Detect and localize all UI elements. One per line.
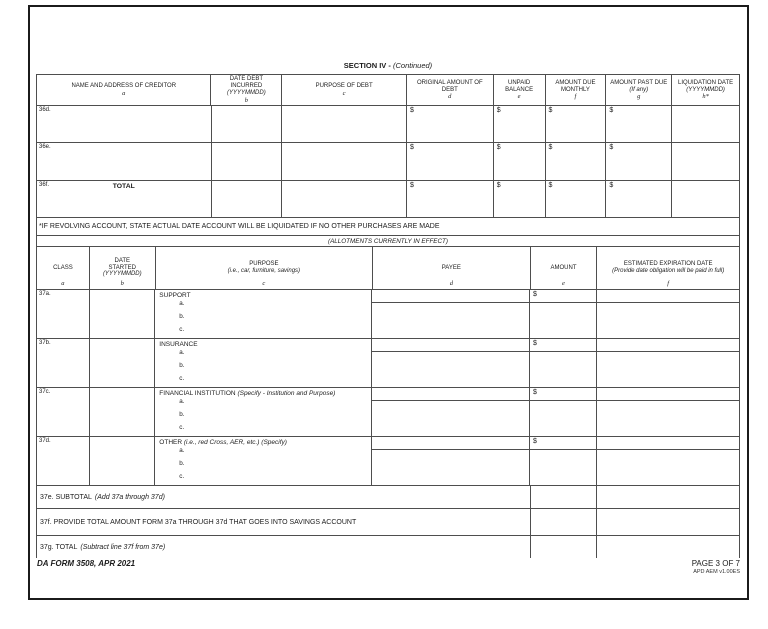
- date-debt-incurred-field[interactable]: [212, 143, 283, 180]
- col-letter: b: [244, 96, 248, 104]
- payee-field[interactable]: [372, 388, 530, 400]
- total-label: [37, 536, 531, 558]
- amount-due-monthly-field[interactable]: [546, 106, 607, 142]
- expiration-date-field[interactable]: [597, 303, 739, 338]
- col-title: CLASS: [53, 264, 73, 271]
- dollar-sign: $: [533, 389, 537, 396]
- purpose-item-a[interactable]: a.: [179, 349, 185, 356]
- payee-field[interactable]: [372, 290, 530, 302]
- col-letter: d: [449, 280, 453, 287]
- creditors-table: [36, 74, 740, 218]
- payee-field[interactable]: [372, 339, 530, 351]
- revolving-account-footnote: [36, 218, 740, 236]
- creditor-name-field[interactable]: [37, 143, 212, 180]
- col-title: DATE DEBT INCURRED: [229, 76, 263, 90]
- subtotal-label-text: 37e. SUBTOTAL: [40, 493, 92, 501]
- total-label-cell: [37, 181, 212, 217]
- col-header-payee: [373, 247, 531, 289]
- savings-total-label: [37, 509, 531, 535]
- col-note: (YYYYMMDD): [102, 271, 142, 278]
- col-title: AMOUNT: [550, 264, 577, 271]
- col-header-original-amount: [407, 75, 494, 105]
- col-title: ORIGINAL AMOUNT OF DEBT: [416, 79, 483, 93]
- col-letter: f: [667, 280, 670, 287]
- subtotal-label: [37, 486, 531, 508]
- purpose-item-b[interactable]: b.: [179, 411, 185, 418]
- savings-total-expiration-field[interactable]: [597, 509, 739, 535]
- dollar-sign: $: [609, 107, 614, 114]
- amount-field[interactable]: [530, 437, 597, 449]
- creditors-header-row: [36, 74, 740, 106]
- dollar-sign: $: [409, 144, 414, 151]
- col-header-date-started: [90, 247, 156, 289]
- col-title: DATE STARTED: [108, 257, 136, 271]
- col-title: ESTIMATED EXPIRATION DATE: [623, 261, 713, 268]
- amount-past-due-field[interactable]: [606, 106, 672, 142]
- allotment-subrow: [372, 388, 739, 401]
- allotment-subrow: [372, 303, 739, 338]
- purpose-heading-text: FINANCIAL INSTITUTION: [159, 390, 236, 397]
- col-note: (YYYYMMDD): [227, 89, 266, 96]
- allotment-subrow: [372, 450, 739, 485]
- total-label-text: 37g. TOTAL: [40, 543, 78, 551]
- amount-due-monthly-field[interactable]: [546, 143, 607, 180]
- payee-field[interactable]: [372, 437, 530, 449]
- col-letter: a: [61, 280, 65, 287]
- expiration-date-field[interactable]: [597, 290, 739, 302]
- section-title-text: SECTION IV -: [343, 61, 391, 70]
- dollar-sign: $: [409, 107, 414, 114]
- page-number: PAGE 3 OF 7: [691, 559, 740, 568]
- apd-version: APD AEM v1.00ES: [693, 569, 740, 575]
- unpaid-balance-field[interactable]: [494, 143, 546, 180]
- purpose-heading: [159, 390, 371, 398]
- expiration-date-field[interactable]: [597, 339, 739, 351]
- purpose-of-debt-field[interactable]: [282, 143, 407, 180]
- allotments-caption-row: [36, 236, 740, 247]
- col-note: (If any): [629, 86, 649, 93]
- total-amount-field[interactable]: [531, 536, 598, 558]
- savings-total-row-37f: [36, 509, 740, 536]
- col-letter: h*: [702, 93, 709, 101]
- date-started-field[interactable]: [90, 339, 156, 387]
- payee-amount-expiration-area: [372, 437, 739, 485]
- col-letter: c: [342, 89, 346, 97]
- col-header-amount: [531, 247, 598, 289]
- section-title: [36, 61, 740, 70]
- form-id: DA FORM 3508, APR 2021: [37, 559, 136, 568]
- col-letter: e: [562, 280, 565, 287]
- purpose-heading: [159, 341, 371, 349]
- allotment-subrow: [372, 290, 739, 303]
- purpose-heading: [159, 292, 371, 300]
- class-field[interactable]: [37, 290, 90, 338]
- page-footer-right: [692, 560, 740, 576]
- amount-field[interactable]: [530, 303, 597, 338]
- total-row-37g: [36, 536, 740, 558]
- row-id: 37c.: [39, 389, 51, 395]
- total-expiration-field[interactable]: [597, 536, 739, 558]
- col-header-amount-past-due: [606, 75, 672, 105]
- allotment-subrow: [372, 352, 739, 387]
- purpose-heading-note: (i.e., red Cross, AER, etc.) (Specify): [183, 439, 287, 446]
- liquidation-date-field[interactable]: [672, 143, 739, 180]
- liquidation-date-field[interactable]: [672, 181, 739, 217]
- amount-past-due-total-field[interactable]: [606, 181, 672, 217]
- purpose-cell: [155, 388, 372, 436]
- dollar-sign: $: [548, 182, 553, 189]
- amount-field[interactable]: [530, 388, 597, 400]
- purpose-item-b[interactable]: b.: [179, 313, 185, 320]
- liquidation-date-field[interactable]: [672, 106, 739, 142]
- savings-total-amount-field[interactable]: [531, 509, 598, 535]
- payee-amount-expiration-area: [372, 339, 739, 387]
- row-id: 37d.: [39, 438, 51, 444]
- class-field[interactable]: [37, 388, 90, 436]
- col-header-estimated-expiration: [597, 247, 739, 289]
- col-title: PURPOSE OF DEBT: [315, 83, 373, 90]
- allotment-subrow: [372, 401, 739, 436]
- unpaid-balance-total-field[interactable]: [494, 181, 546, 217]
- class-field[interactable]: [37, 437, 90, 485]
- col-title: AMOUNT PAST DUE: [610, 79, 668, 86]
- col-header-unpaid-balance: [494, 75, 546, 105]
- dollar-sign: $: [609, 144, 614, 151]
- dollar-sign: $: [548, 144, 553, 151]
- col-header-date-debt-incurred: [211, 75, 282, 105]
- creditor-row-36d: [36, 106, 740, 143]
- purpose-heading-text: INSURANCE: [159, 341, 198, 348]
- col-header-class: [37, 247, 90, 289]
- purpose-heading-text: SUPPORT: [159, 292, 191, 299]
- dollar-sign: $: [533, 438, 537, 445]
- section-title-continued: (Continued): [392, 61, 433, 70]
- purpose-heading-note: (Specify - Institution and Purpose): [237, 390, 336, 397]
- col-letter: b: [120, 280, 124, 287]
- amount-field[interactable]: [530, 352, 597, 387]
- expiration-date-field[interactable]: [597, 450, 739, 485]
- class-field[interactable]: [37, 339, 90, 387]
- payee-field[interactable]: [372, 352, 530, 387]
- purpose-item-a[interactable]: a.: [179, 447, 185, 454]
- purpose-cell: [155, 339, 372, 387]
- purpose-item-a[interactable]: a.: [179, 398, 185, 405]
- purpose-item-b[interactable]: b.: [179, 362, 185, 369]
- subtotal-amount-field[interactable]: [531, 486, 598, 508]
- purpose-cell: [155, 290, 372, 338]
- purpose-item-c[interactable]: c.: [179, 326, 185, 333]
- amount-field[interactable]: [530, 401, 597, 436]
- col-title: AMOUNT DUE MONTHLY: [555, 79, 596, 93]
- allotments-section: [36, 218, 740, 558]
- expiration-date-field[interactable]: [597, 388, 739, 400]
- col-letter: d: [448, 93, 452, 101]
- col-letter: e: [517, 93, 521, 101]
- total-label-note: (Subtract line 37f from 37e): [80, 543, 166, 551]
- allotments-header-row: [36, 247, 740, 290]
- original-amount-field[interactable]: [407, 106, 494, 142]
- col-title: PURPOSE: [249, 261, 279, 268]
- col-title: NAME AND ADDRESS OF CREDITOR: [71, 83, 177, 90]
- col-title: PAYEE: [441, 264, 461, 271]
- payee-amount-expiration-area: [372, 290, 739, 338]
- original-amount-total-field[interactable]: [407, 181, 494, 217]
- unpaid-balance-field[interactable]: [494, 106, 546, 142]
- col-title: LIQUIDATION DATE: [678, 79, 734, 86]
- creditor-row-36e: [36, 143, 740, 181]
- col-header-amount-due-monthly: [546, 75, 607, 105]
- date-debt-incurred-field[interactable]: [212, 181, 283, 217]
- footnote-text: *IF REVOLVING ACCOUNT, STATE ACTUAL DATE ACCOUNT WILL BE LIQUIDATED IF NO OTHER PURCHASES ARE MADE: [39, 223, 440, 230]
- col-letter: a: [122, 89, 126, 97]
- row-id: 37b.: [39, 340, 51, 346]
- savings-total-label-text: 37f. PROVIDE TOTAL AMOUNT FORM 37a THROUGH 37d THAT GOES INTO SAVINGS ACCOUNT: [40, 518, 357, 526]
- allotment-subrow: [372, 339, 739, 352]
- allotment-group-37c: [36, 388, 740, 437]
- amount-due-monthly-total-field[interactable]: [546, 181, 607, 217]
- row-id: 36f.: [39, 182, 50, 188]
- col-note: (i.e., car, furniture, savings): [227, 268, 301, 274]
- date-started-field[interactable]: [90, 388, 156, 436]
- creditor-row-36f-total: [36, 181, 740, 218]
- dollar-sign: $: [533, 291, 537, 298]
- subtotal-label-note: (Add 37a through 37d): [94, 493, 165, 501]
- purpose-item-c[interactable]: c.: [179, 424, 185, 431]
- dollar-sign: $: [496, 107, 501, 114]
- col-letter: c: [262, 280, 266, 287]
- dollar-sign: $: [548, 107, 553, 114]
- purpose-item-c[interactable]: c.: [179, 473, 185, 480]
- amount-field[interactable]: [530, 339, 597, 351]
- col-note: (Provide date obligation will be paid in full): [612, 268, 725, 274]
- subtotal-expiration-field[interactable]: [597, 486, 739, 508]
- allotments-caption: (ALLOTMENTS CURRENTLY IN EFFECT): [327, 237, 448, 245]
- row-id: 36e.: [39, 144, 51, 150]
- expiration-date-field[interactable]: [597, 437, 739, 449]
- amount-past-due-field[interactable]: [606, 143, 672, 180]
- col-letter: f: [574, 93, 577, 101]
- allotment-subrow: [372, 437, 739, 450]
- expiration-date-field[interactable]: [597, 352, 739, 387]
- creditor-name-field[interactable]: [37, 106, 212, 142]
- col-title: UNPAID BALANCE: [505, 79, 534, 93]
- expiration-date-field[interactable]: [597, 401, 739, 436]
- purpose-item-a[interactable]: a.: [179, 300, 185, 307]
- dollar-sign: $: [533, 340, 537, 347]
- allotment-group-37a: [36, 290, 740, 339]
- payee-field[interactable]: [372, 401, 530, 436]
- total-label: TOTAL: [112, 183, 135, 190]
- payee-amount-expiration-area: [372, 388, 739, 436]
- original-amount-field[interactable]: [407, 143, 494, 180]
- col-letter: g: [637, 93, 641, 101]
- row-id: 37a.: [39, 291, 51, 297]
- allotment-group-37d: [36, 437, 740, 486]
- col-note: (YYYYMMDD): [686, 86, 725, 93]
- allotment-group-37b: [36, 339, 740, 388]
- date-debt-incurred-field[interactable]: [212, 106, 283, 142]
- col-header-name-address: [37, 75, 211, 105]
- row-id: 36d.: [39, 107, 51, 113]
- dollar-sign: $: [609, 182, 614, 189]
- col-header-purpose: [156, 247, 373, 289]
- purpose-heading-text: OTHER: [159, 439, 183, 446]
- payee-field[interactable]: [372, 450, 530, 485]
- purpose-item-b[interactable]: b.: [179, 460, 185, 467]
- payee-field[interactable]: [372, 303, 530, 338]
- date-started-field[interactable]: [90, 290, 156, 338]
- col-header-purpose-of-debt: [282, 75, 407, 105]
- purpose-item-c[interactable]: c.: [179, 375, 185, 382]
- purpose-heading: [159, 439, 371, 447]
- dollar-sign: $: [496, 144, 501, 151]
- purpose-of-debt-field[interactable]: [282, 181, 407, 217]
- purpose-of-debt-field[interactable]: [282, 106, 407, 142]
- subtotal-row-37e: [36, 486, 740, 509]
- dollar-sign: $: [496, 182, 501, 189]
- date-started-field[interactable]: [90, 437, 156, 485]
- purpose-cell: [155, 437, 372, 485]
- col-header-liquidation-date: [672, 75, 739, 105]
- amount-field[interactable]: [530, 450, 597, 485]
- amount-field[interactable]: [530, 290, 597, 302]
- dollar-sign: $: [409, 182, 414, 189]
